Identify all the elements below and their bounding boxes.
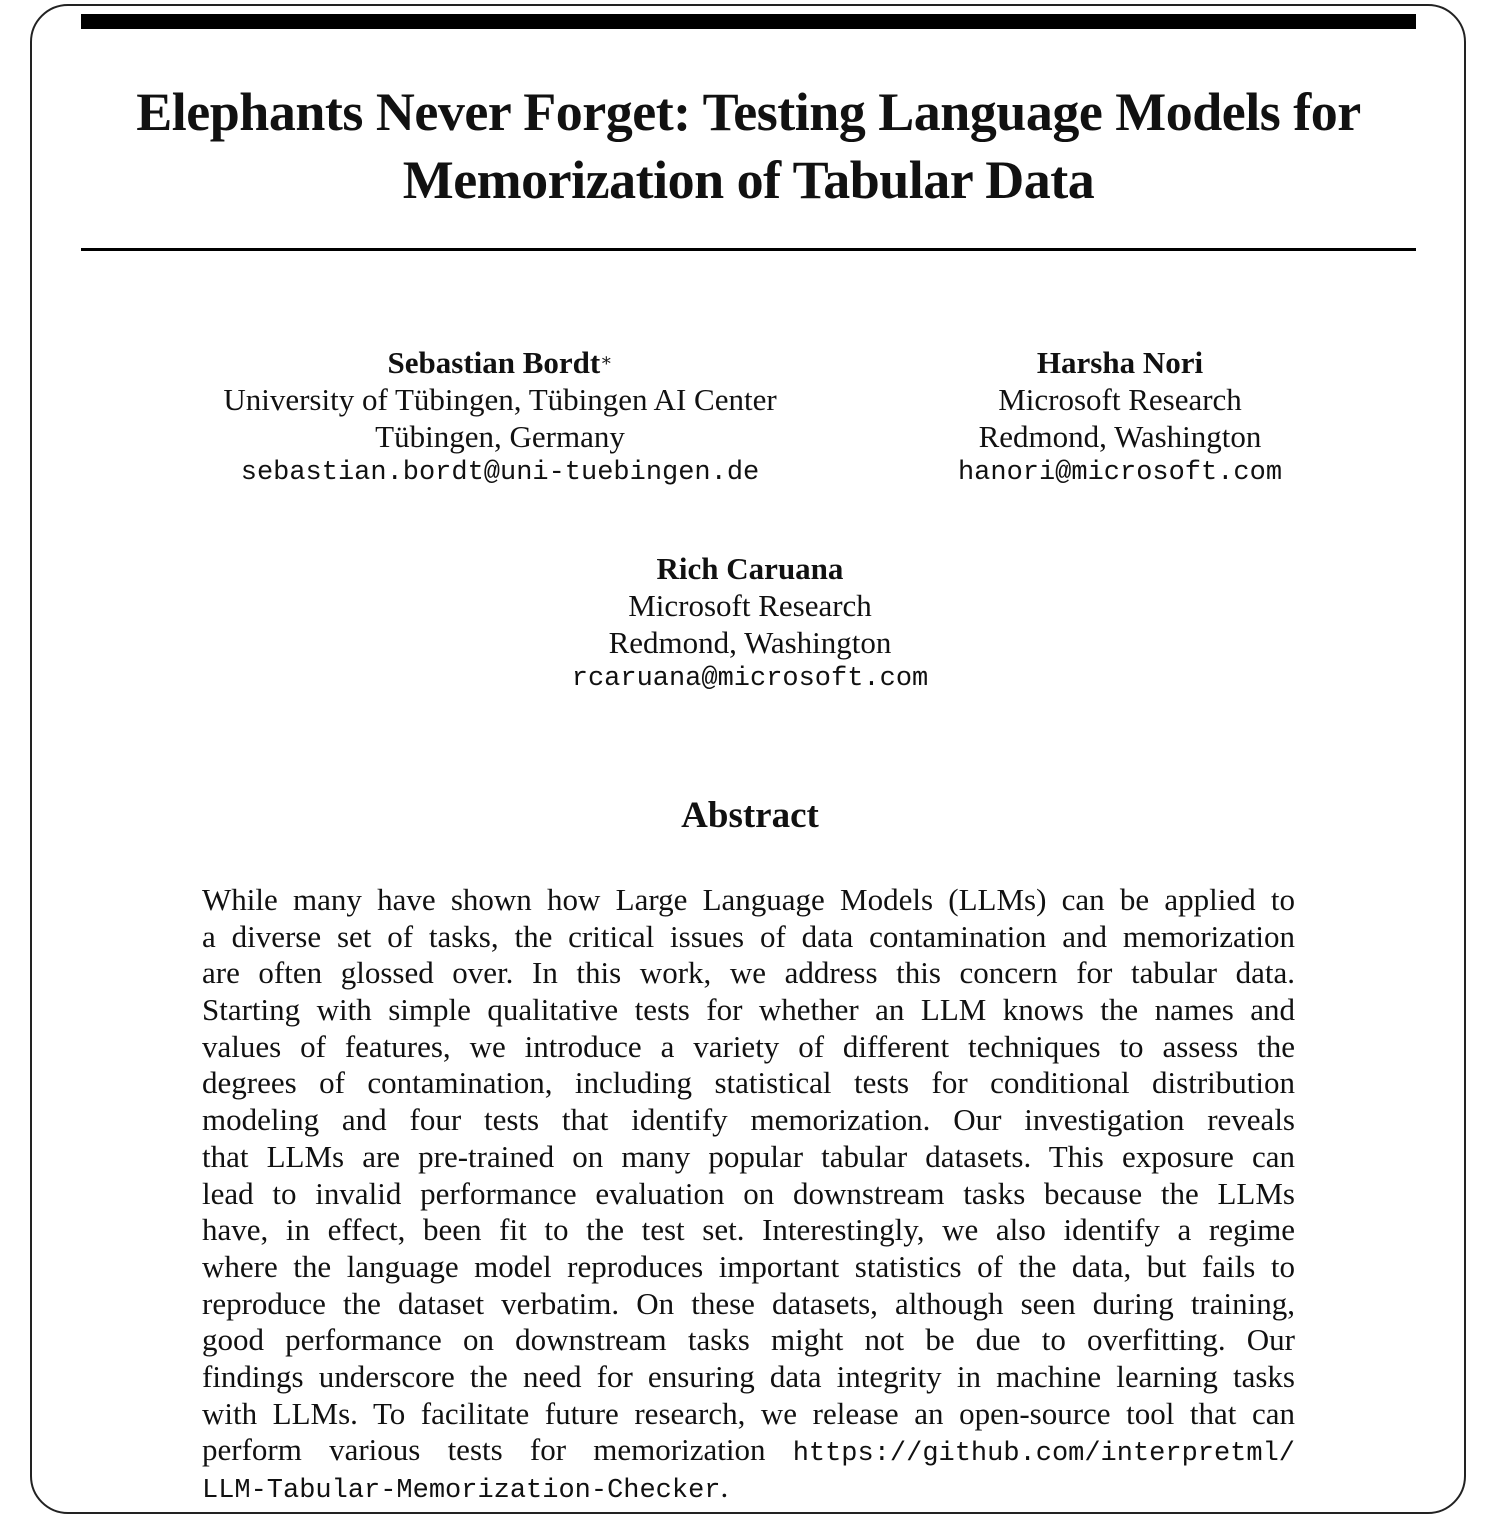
author-name: Sebastian Bordt∗ bbox=[387, 345, 613, 380]
abstract-line: have, in effect, been fit to the test set. Interestingly, we also identify a regime bbox=[202, 1212, 1295, 1248]
author-name: Rich Caruana bbox=[656, 551, 844, 586]
abstract-line: a diverse set of tasks, the critical issues of data contamination and memorization bbox=[202, 918, 1295, 954]
author-email: rcaruana@microsoft.com bbox=[571, 664, 929, 694]
author-location: Redmond, Washington bbox=[978, 419, 1262, 454]
title-line: Memorization of Tabular Data bbox=[402, 150, 1095, 210]
abstract-line bbox=[202, 1469, 1295, 1506]
author-block bbox=[500, 550, 1000, 698]
abstract-line: degrees of contamination, including statistical tests for conditional distribution bbox=[202, 1065, 1295, 1101]
repo-link[interactable]: https://github.com/interpretml/ bbox=[792, 1439, 1295, 1470]
author-affiliation: Microsoft Research bbox=[628, 588, 872, 623]
author-name: Harsha Nori bbox=[1036, 345, 1204, 380]
abstract-line: modeling and four tests that identify memorization. Our investigation reveals bbox=[202, 1102, 1295, 1138]
repo-link[interactable]: LLM-Tabular-Memorization-Checker bbox=[202, 1476, 721, 1506]
abstract-line: lead to invalid performance evaluation on downstream tasks because the LLMs bbox=[202, 1175, 1295, 1211]
author-email: hanori@microsoft.com bbox=[957, 458, 1283, 488]
abstract-line: values of features, we introduce a variety of different techniques to assess the bbox=[202, 1028, 1295, 1064]
abstract-line: that LLMs are pre-trained on many popular tabular datasets. This exposure can bbox=[202, 1138, 1295, 1174]
abstract-line: While many have shown how Large Language Models (LLMs) can be applied to bbox=[202, 882, 1295, 917]
title-bottom-rule bbox=[81, 248, 1416, 251]
abstract-line: good performance on downstream tasks might not be due to overfitting. Our bbox=[202, 1322, 1295, 1358]
abstract-line: where the language model reproduces important statistics of the data, but fails to bbox=[202, 1248, 1295, 1284]
abstract-line: findings underscore the need for ensuring data integrity in machine learning tasks bbox=[202, 1358, 1295, 1394]
abstract-line: with LLMs. To facilitate future research, we release an open-source tool that can bbox=[202, 1395, 1295, 1431]
author-block bbox=[930, 344, 1310, 492]
footnote-mark: ∗ bbox=[600, 350, 613, 370]
abstract-line: Starting with simple qualitative tests for whether an LLM knows the names and bbox=[202, 992, 1295, 1028]
paper-title bbox=[81, 78, 1416, 214]
top-rule bbox=[81, 14, 1416, 29]
abstract-line bbox=[202, 1432, 1295, 1469]
abstract-text: . bbox=[720, 1469, 729, 1504]
author-affiliation: University of Tübingen, Tübingen AI Center bbox=[223, 382, 777, 417]
author-block bbox=[160, 344, 840, 492]
abstract-heading: Abstract bbox=[681, 795, 819, 836]
abstract-text: perform various tests for memorization bbox=[202, 1432, 766, 1468]
author-location: Redmond, Washington bbox=[608, 625, 892, 660]
title-line: Elephants Never Forget: Testing Language Models for bbox=[136, 82, 1361, 142]
author-location: Tübingen, Germany bbox=[375, 419, 625, 454]
author-affiliation: Microsoft Research bbox=[998, 382, 1242, 417]
abstract-body bbox=[202, 882, 1295, 1506]
abstract-line: reproduce the dataset verbatim. On these datasets, although seen during training, bbox=[202, 1285, 1295, 1321]
author-email: sebastian.bordt@uni-tuebingen.de bbox=[240, 458, 760, 488]
abstract-line: are often glossed over. In this work, we address this concern for tabular data. bbox=[202, 955, 1295, 991]
